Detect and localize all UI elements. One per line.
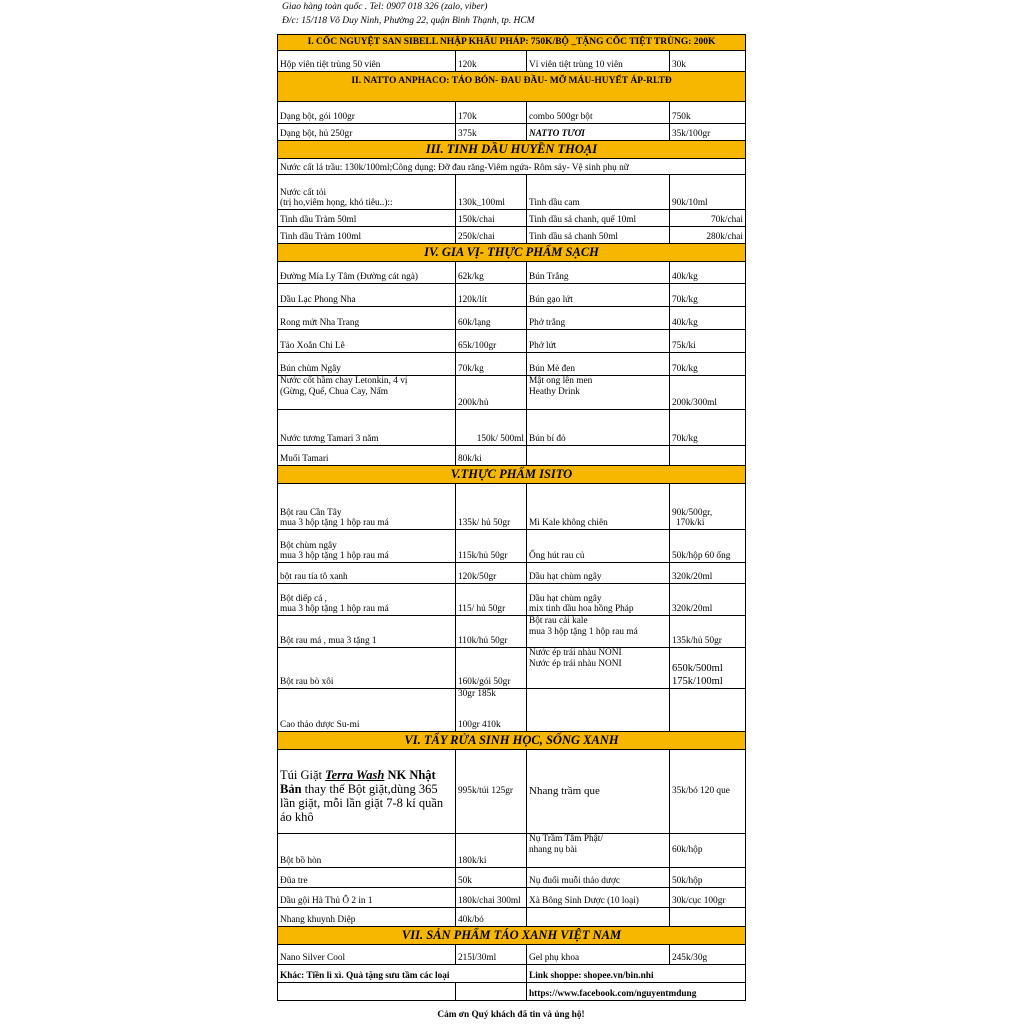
table-row: Nước cất lá trầu: 130k/100ml;Công dụng: Đỡ đau răng-Viêm ngứa- Rôm sảy- Vệ sinh phụ nữ (278, 159, 746, 175)
table-row: Nước tương Tamari 3 năm 150k/ 500ml Bún bí đỏ 70k/kg (278, 410, 746, 446)
table-row: Bột chùm ngây mua 3 hộp tặng 1 hộp rau má 115k/hủ 50gr Ống hút rau củ 50k/hộp 60 ống (278, 530, 746, 563)
table-row: Bún chùm Ngây 70k/kg Bún Mè đen 70k/kg (278, 353, 746, 376)
section-2-header: II. NATTO ANPHACO: TÁO BÓN- ĐAU ĐẦU- MỠ MÁU-HUYẾT ÁP-RLTĐ (278, 72, 746, 102)
table-row: Nhang khuynh Diệp 40k/bó (278, 908, 746, 927)
table-row: Hộp viên tiệt trùng 50 viên 120k Vỉ viên tiệt trùng 10 viên 30k (278, 51, 746, 72)
table-row: Túi Giặt Terra Wash NK Nhật Bản thay thế Bột giặt,dùng 365 lần giặt, mỗi lần giặt 7-8 kí quần áo khô 995k/túi 125gr Nhang trầm que 35k/bó 120 que (278, 750, 746, 834)
section-1-header: I. CỐC NGUYỆT SAN SIBELL NHẬP KHẨU PHÁP: 750K/BỘ _TẶNG CỐC TIỆT TRÙNG: 200K (278, 35, 746, 51)
table-row: Cao thảo dược Su-mi 30gr 185k 100gr 410k (278, 689, 746, 732)
address-line: Đ/c: 15/118 Võ Duy Ninh, Phường 22, quận Bình Thạnh, tp. HCM (282, 16, 535, 26)
table-row: Bột rau bò xôi 160k/gói 50gr Nước ép trái nhàu NONI Nước ép trái nhàu NONI 650k/500ml 175k/100ml (278, 648, 746, 689)
table-row: Dầu gội Hà Thủ Ô 2 in 1 180k/chai 300ml Xà Bông Sinh Dược (10 loại) 30k/cục 100gr (278, 888, 746, 908)
table-row: Bột rau má , mua 3 tặng 1 110k/hủ 50gr Bột rau cải kale mua 3 hộp tặng 1 hộp rau má 135k/hủ 50gr (278, 616, 746, 648)
section-3-header: III. TINH DẦU HUYỀN THOẠI (278, 141, 746, 159)
facebook-link[interactable]: https://www.facebook.com/nguyentmdung (527, 983, 746, 1001)
table-row: Dạng bột, hủ 250gr 375k NATTO TƯƠI 35k/100gr (278, 124, 746, 141)
table-row: Nano Silver Cool 215l/30ml Gel phụ khoa 245k/30g (278, 945, 746, 965)
thank-you-footer: Cảm ơn Quý khách đã tin và ủng hộ! (437, 1010, 585, 1020)
section-7-header: VII. SẢN PHẨM TÁO XANH VIỆT NAM (278, 927, 746, 945)
table-row: Muối Tamari 80k/ki (278, 446, 746, 466)
table-row: Nước cất tỏi (trị ho,viêm họng, khó tiêu..):: 130k_100ml Tinh dầu cam 90k/10ml (278, 175, 746, 210)
table-row: Dạng bột, gói 100gr 170k combo 500gr bột 750k (278, 102, 746, 124)
table-row: Đường Mía Ly Tâm (Đường cát ngà) 62k/kg Bún Trắng 40k/kg (278, 262, 746, 284)
table-row: Tinh dầu Tràm 50ml 150k/chai Tinh dầu sả chanh, quế 10ml 70k/chai (278, 210, 746, 227)
price-list-document (277, 0, 745, 1024)
table-row: Dầu Lạc Phong Nha 120k/lít Bún gạo lứt 70k/kg (278, 284, 746, 307)
section-5-header: V.THỰC PHẨM ISITO (278, 466, 746, 484)
price-table (277, 34, 746, 1001)
table-row: Khác: Tiền lì xì. Quà tặng sưu tầm các loại Link shoppe: shopee.vn/bin.nhi (278, 965, 746, 983)
table-row: Rong mứt Nha Trang 60k/lạng Phở trắng 40k/kg (278, 307, 746, 330)
table-row: Bột bồ hòn 180k/ki Nụ Trầm Tâm Phật/ nhang nụ bài 60k/hộp (278, 834, 746, 868)
contact-line: Giao hàng toàn quốc . Tel: 0907 018 326 (zalo, viber) (282, 2, 488, 12)
table-row: Bột rau Cần Tây mua 3 hộp tặng 1 hộp rau má 135k/ hủ 50gr Mì Kale không chiên 90k/500gr, 170k/ki (278, 484, 746, 530)
section-6-header: VI. TẨY RỬA SINH HỌC, SỐNG XANH (278, 732, 746, 750)
table-row: Tảo Xoắn Chi Lê 65k/100gr Phở lứt 75k/ki (278, 330, 746, 353)
table-row: Nước cốt hầm chay Letonkin, 4 vị (Gừng, Quế, Chua Cay, Nấm 200k/hủ Mật ong lên men Heathy Drink 200k/300ml (278, 376, 746, 410)
table-row: Đũa tre 50k Nụ đuổi muỗi thảo dược 50k/hộp (278, 868, 746, 888)
table-row (278, 983, 746, 1001)
table-row: Bột diếp cá , mua 3 hộp tặng 1 hộp rau má 115/ hủ 50gr Dầu hạt chùm ngây mix tinh dầu hoa hồng Pháp 320k/20ml (278, 584, 746, 616)
table-row: bột rau tía tô xanh 120k/50gr Dầu hạt chùm ngây 320k/20ml (278, 563, 746, 584)
section-4-header: IV. GIA VỊ- THỰC PHẨM SẠCH (278, 244, 746, 262)
table-row: Tinh dầu Tràm 100ml 250k/chai Tinh dầu sả chanh 50ml 280k/chai (278, 227, 746, 244)
